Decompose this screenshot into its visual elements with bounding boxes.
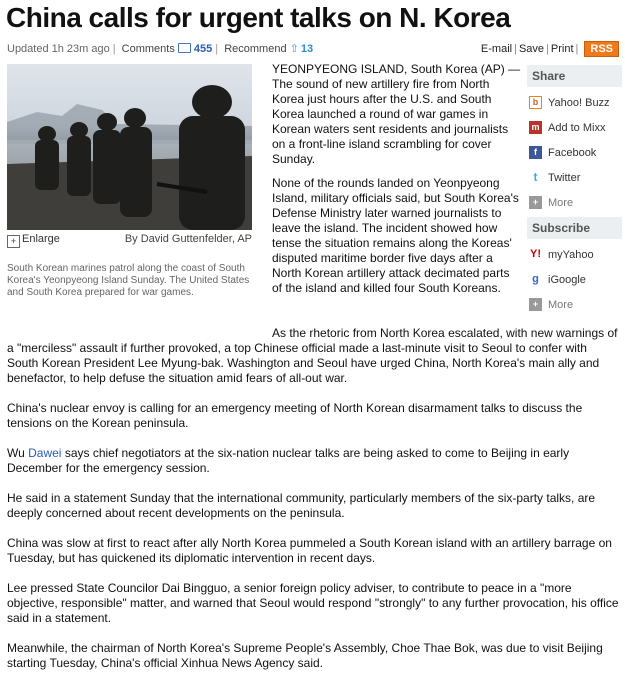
share-mixx[interactable]: m Add to Mixx [527,115,622,140]
photo-caption: South Korean marines patrol along the coast of South Korea's Yeonpyeong Island Sunday. The United States and South Korea prepared for war games. [7,263,250,298]
recommend-count[interactable]: 13 [300,43,314,55]
save-link[interactable]: Save [518,43,545,55]
print-link[interactable]: Print [550,43,574,55]
comments-count[interactable]: 455 [193,43,213,55]
share-twitter[interactable]: t Twitter [527,165,622,190]
lead-paragraph-1: YEONPYEONG ISLAND, South Korea (AP) — The sound of new artillery fire from North Korea just hours after the U.S. and South Korea launched a round of war games in Korean waters sent residents and journalists on a front-line island scrambling for cover Sunday. [272,62,521,166]
subscribe-more[interactable]: + More [527,292,622,317]
body-paragraph-4: He said in a statement Sunday that the international community, particularly members of the six-party talks, are deeply concerned about recent developments on the peninsula. [7,491,596,520]
article-body [7,326,619,686]
mixx-icon: m [529,121,542,134]
yahoo-buzz-icon: b [529,96,542,109]
body-paragraph-3: Wu Dawei says chief negotiators at the six-nation nuclear talks are being asked to come to Beijing in early December for the emergency session. [7,446,570,475]
facebook-icon: f [529,146,542,159]
article-photo[interactable] [7,64,252,230]
photo-credit: By David Guttenfelder, AP [124,233,252,245]
lead-column [272,62,522,305]
plus-icon: + [529,298,542,311]
subscribe-igoogle[interactable]: g iGoogle [527,267,622,292]
share-yahoo-buzz[interactable]: b Yahoo! Buzz [527,90,622,115]
subscribe-heading: Subscribe [527,217,622,239]
recommend-link[interactable]: Recommend [224,43,287,55]
enlarge-link[interactable]: Enlarge [22,233,60,245]
article-toolbar: E-mail | Save | Print | RSS [481,41,619,57]
lead-paragraph-2: None of the rounds landed on Yeonpyeong Island, military officials said, but South Korea's Defense Ministry later warned journalists to leave the island. The incident showed how tense the situation remains along the Koreas' disputed maritime border five days after a North Korean artillery attack decimated parts of the island and killed four South Koreans. [272,176,519,295]
enlarge-icon[interactable]: + [7,235,20,248]
body-paragraph-1: As the rhetoric from North Korea escalated, with new warnings of a "merciless" assault if further provoked, a top Chinese official made a last-minute visit to Seoul to confer with South Korean President Lee Myung-bak. Washington and Seoul have urged China, North Korea's main ally and benefactor, to help defuse the situation amid fears of all-out war. [7,326,618,385]
comments-link[interactable]: Comments [121,43,175,55]
subscribe-myyahoo[interactable]: Y! myYahoo [530,248,594,261]
share-facebook[interactable]: f Facebook [527,140,622,165]
body-paragraph-2: China's nuclear envoy is calling for an emergency meeting of North Korean disarmament talks to discuss the tensions on the Korean peninsula. [7,401,583,430]
article-meta: Updated 1h 23m ago | Comments 455 | Recommend ⇧ 13 [7,43,314,55]
dawei-link[interactable]: Dawei [28,446,62,460]
share-more[interactable]: + More [527,190,622,215]
comment-icon [178,43,191,53]
article-headline: China calls for urgent talks on N. Korea [6,2,511,33]
twitter-icon: t [533,170,538,184]
body-paragraph-6: Lee pressed State Councilor Dai Bingguo, a senior foreign policy adviser, to contribute to peace in a "more objective, responsible" matter, and warned that Seoul would respond "strongly" to any further provocation, his office said in a statement. [7,581,619,625]
google-icon: g [532,273,539,285]
email-link[interactable]: E-mail [480,43,513,55]
share-heading: Share [527,65,622,87]
updated-time: Updated 1h 23m ago [7,43,110,55]
yahoo-icon: Y! [530,248,541,260]
share-sidebar [527,65,622,317]
photo-bar [7,233,252,248]
plus-icon: + [529,196,542,209]
marines-photo-illustration [7,64,252,230]
rss-button[interactable]: RSS [584,41,619,57]
dateline: YEONPYEONG ISLAND, South Korea (AP) — [272,62,521,76]
body-paragraph-7: Meanwhile, the chairman of North Korea's Supreme People's Assembly, Choe Thae Bok, was due to visit Beijing starting Tuesday, China's official Xinhua News Agency said. [7,641,603,670]
body-paragraph-5: China was slow at first to react after ally North Korea pummeled a South Korean island with an artillery barrage on Tuesday, but has quickened its diplomatic intervention in recent days. [7,536,612,565]
thumbs-up-icon: ⇧ [289,43,299,55]
